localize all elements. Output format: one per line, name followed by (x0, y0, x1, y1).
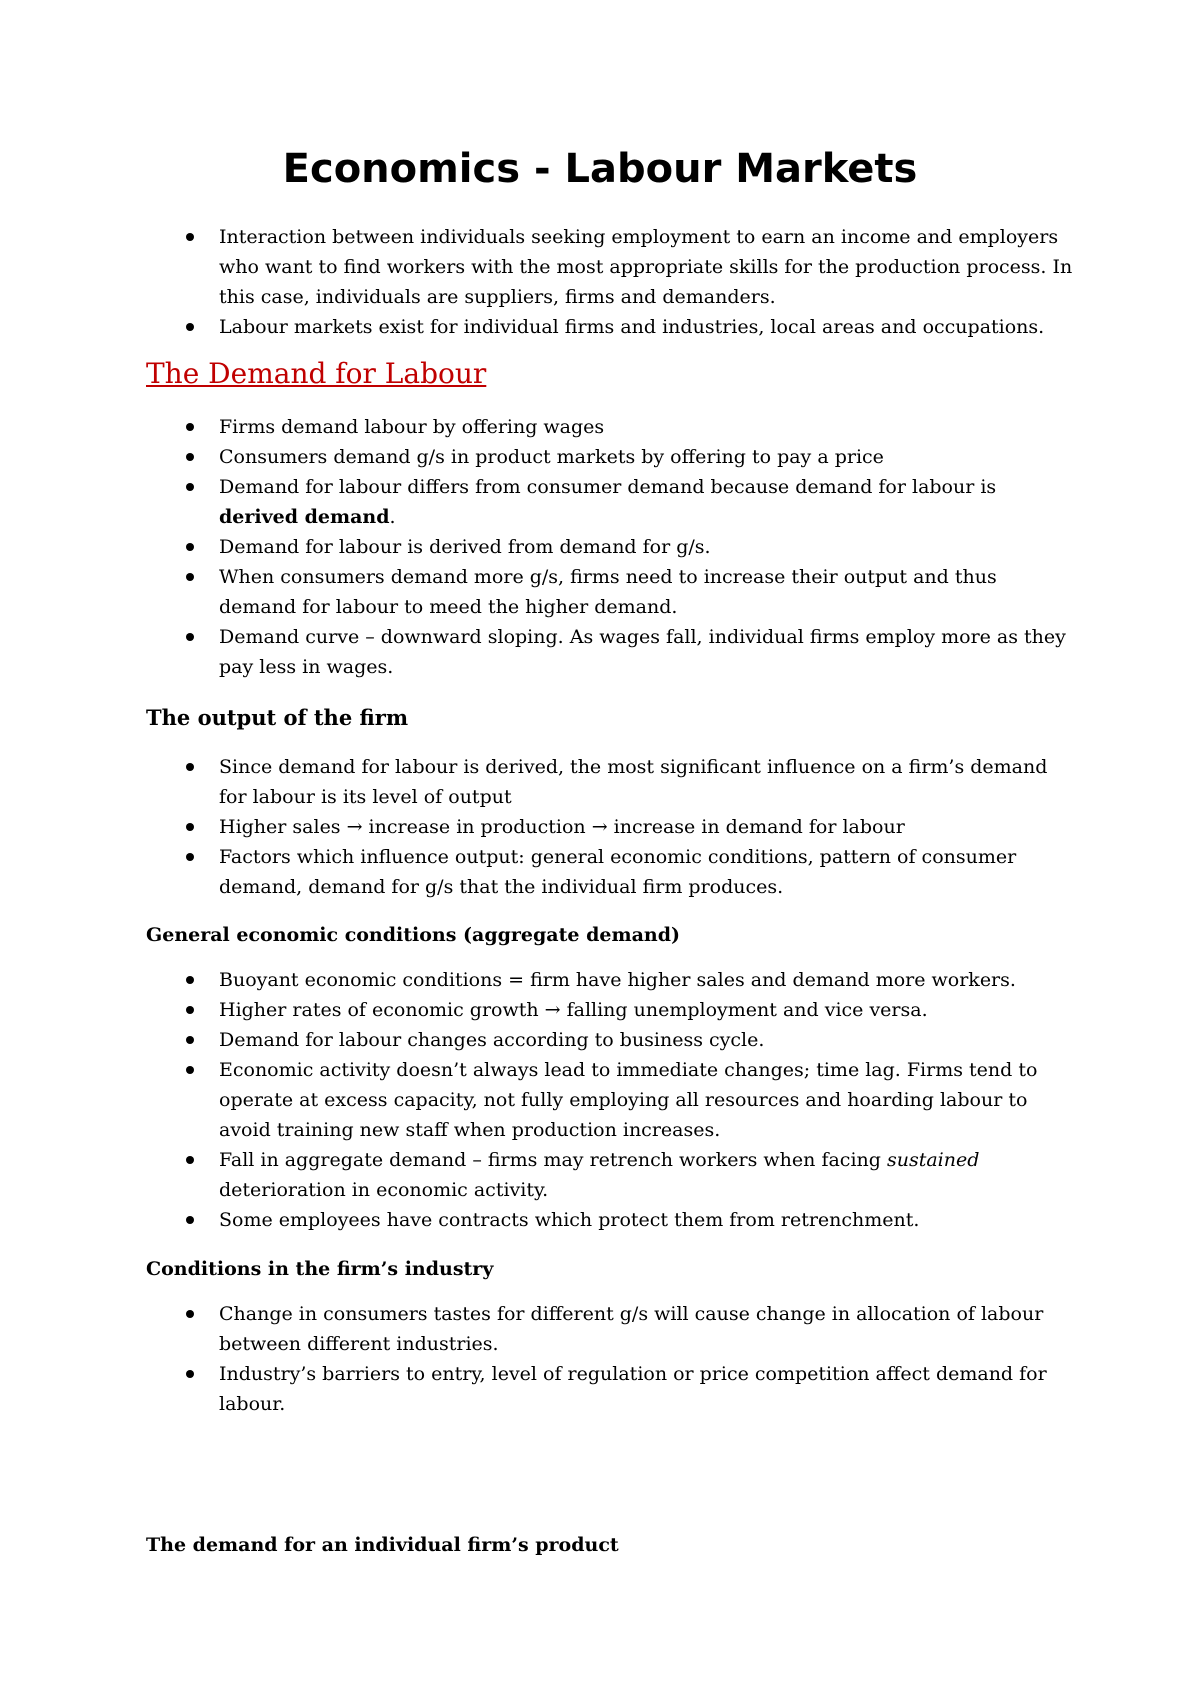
output-list (176, 752, 1076, 902)
list-item: Interaction between individuals seeking employment to earn an income and employers who want to find workers with the most appropriate skills for the production process. In this case, individuals are suppliers, firms and demanders. (176, 222, 1076, 312)
bullet-icon (186, 453, 194, 461)
bullet-icon (186, 1066, 194, 1074)
section-heading-demand-for-labour: The Demand for Labour (146, 357, 487, 390)
list-item: Demand for labour changes according to business cycle. (176, 1025, 1076, 1055)
list-item: Higher rates of economic growth → falling unemployment and vice versa. (176, 995, 1076, 1025)
list-item: Labour markets exist for individual firms and industries, local areas and occupations. (176, 312, 1076, 342)
bullet-icon (186, 423, 194, 431)
bullet-icon (186, 976, 194, 984)
list-item: Demand for labour differs from consumer demand because demand for labour is derived demand. (176, 472, 1076, 532)
list-item: Higher sales → increase in production → increase in demand for labour (176, 812, 1076, 842)
sustained-term: sustained (886, 1149, 980, 1171)
bullet-icon (186, 853, 194, 861)
section-heading-general-economic-conditions: General economic conditions (aggregate demand) (146, 924, 680, 946)
bullet-icon (186, 633, 194, 641)
industry-list (176, 1299, 1076, 1419)
bullet-icon (186, 763, 194, 771)
list-item: Industry’s barriers to entry, level of regulation or price competition affect demand for labour. (176, 1359, 1076, 1419)
bullet-icon (186, 573, 194, 581)
list-item: Demand curve – downward sloping. As wages fall, individual firms employ more as they pay less in wages. (176, 622, 1076, 682)
derived-demand-term: derived demand (219, 506, 390, 528)
bullet-icon (186, 483, 194, 491)
list-item: Demand for labour is derived from demand for g/s. (176, 532, 1076, 562)
page-title: Economics - Labour Markets (282, 146, 918, 192)
section-heading-output-of-firm: The output of the firm (146, 705, 409, 730)
list-item: Economic activity doesn’t always lead to immediate changes; time lag. Firms tend to operate at excess capacity, not fully employing all resources and hoarding labour to avoid training new staff when production increases. (176, 1055, 1076, 1145)
bullet-icon (186, 233, 194, 241)
list-item: Factors which influence output: general economic conditions, pattern of consumer demand, demand for g/s that the individual firm produces. (176, 842, 1076, 902)
bullet-icon (186, 1216, 194, 1224)
list-item: Change in consumers tastes for different g/s will cause change in allocation of labour between different industries. (176, 1299, 1076, 1359)
list-item: Buoyant economic conditions = firm have higher sales and demand more workers. (176, 965, 1076, 995)
bullet-icon (186, 1310, 194, 1318)
list-item: Fall in aggregate demand – firms may retrench workers when facing sustained deterioration in economic activity. (176, 1145, 1076, 1205)
section-heading-firms-industry: Conditions in the firm’s industry (146, 1258, 494, 1280)
bullet-icon (186, 323, 194, 331)
bullet-icon (186, 823, 194, 831)
bullet-icon (186, 1006, 194, 1014)
bullet-icon (186, 543, 194, 551)
general-list (176, 965, 1076, 1235)
list-item: Consumers demand g/s in product markets by offering to pay a price (176, 442, 1076, 472)
demand-list (176, 412, 1076, 682)
list-item: Firms demand labour by offering wages (176, 412, 1076, 442)
intro-list (176, 222, 1076, 342)
bullet-icon (186, 1156, 194, 1164)
list-item: Some employees have contracts which protect them from retrenchment. (176, 1205, 1076, 1235)
section-heading-individual-firm-product: The demand for an individual firm’s product (146, 1534, 619, 1556)
bullet-icon (186, 1370, 194, 1378)
bullet-icon (186, 1036, 194, 1044)
list-item: Since demand for labour is derived, the most significant influence on a firm’s demand for labour is its level of output (176, 752, 1076, 812)
list-item: When consumers demand more g/s, firms need to increase their output and thus demand for labour to meed the higher demand. (176, 562, 1076, 622)
